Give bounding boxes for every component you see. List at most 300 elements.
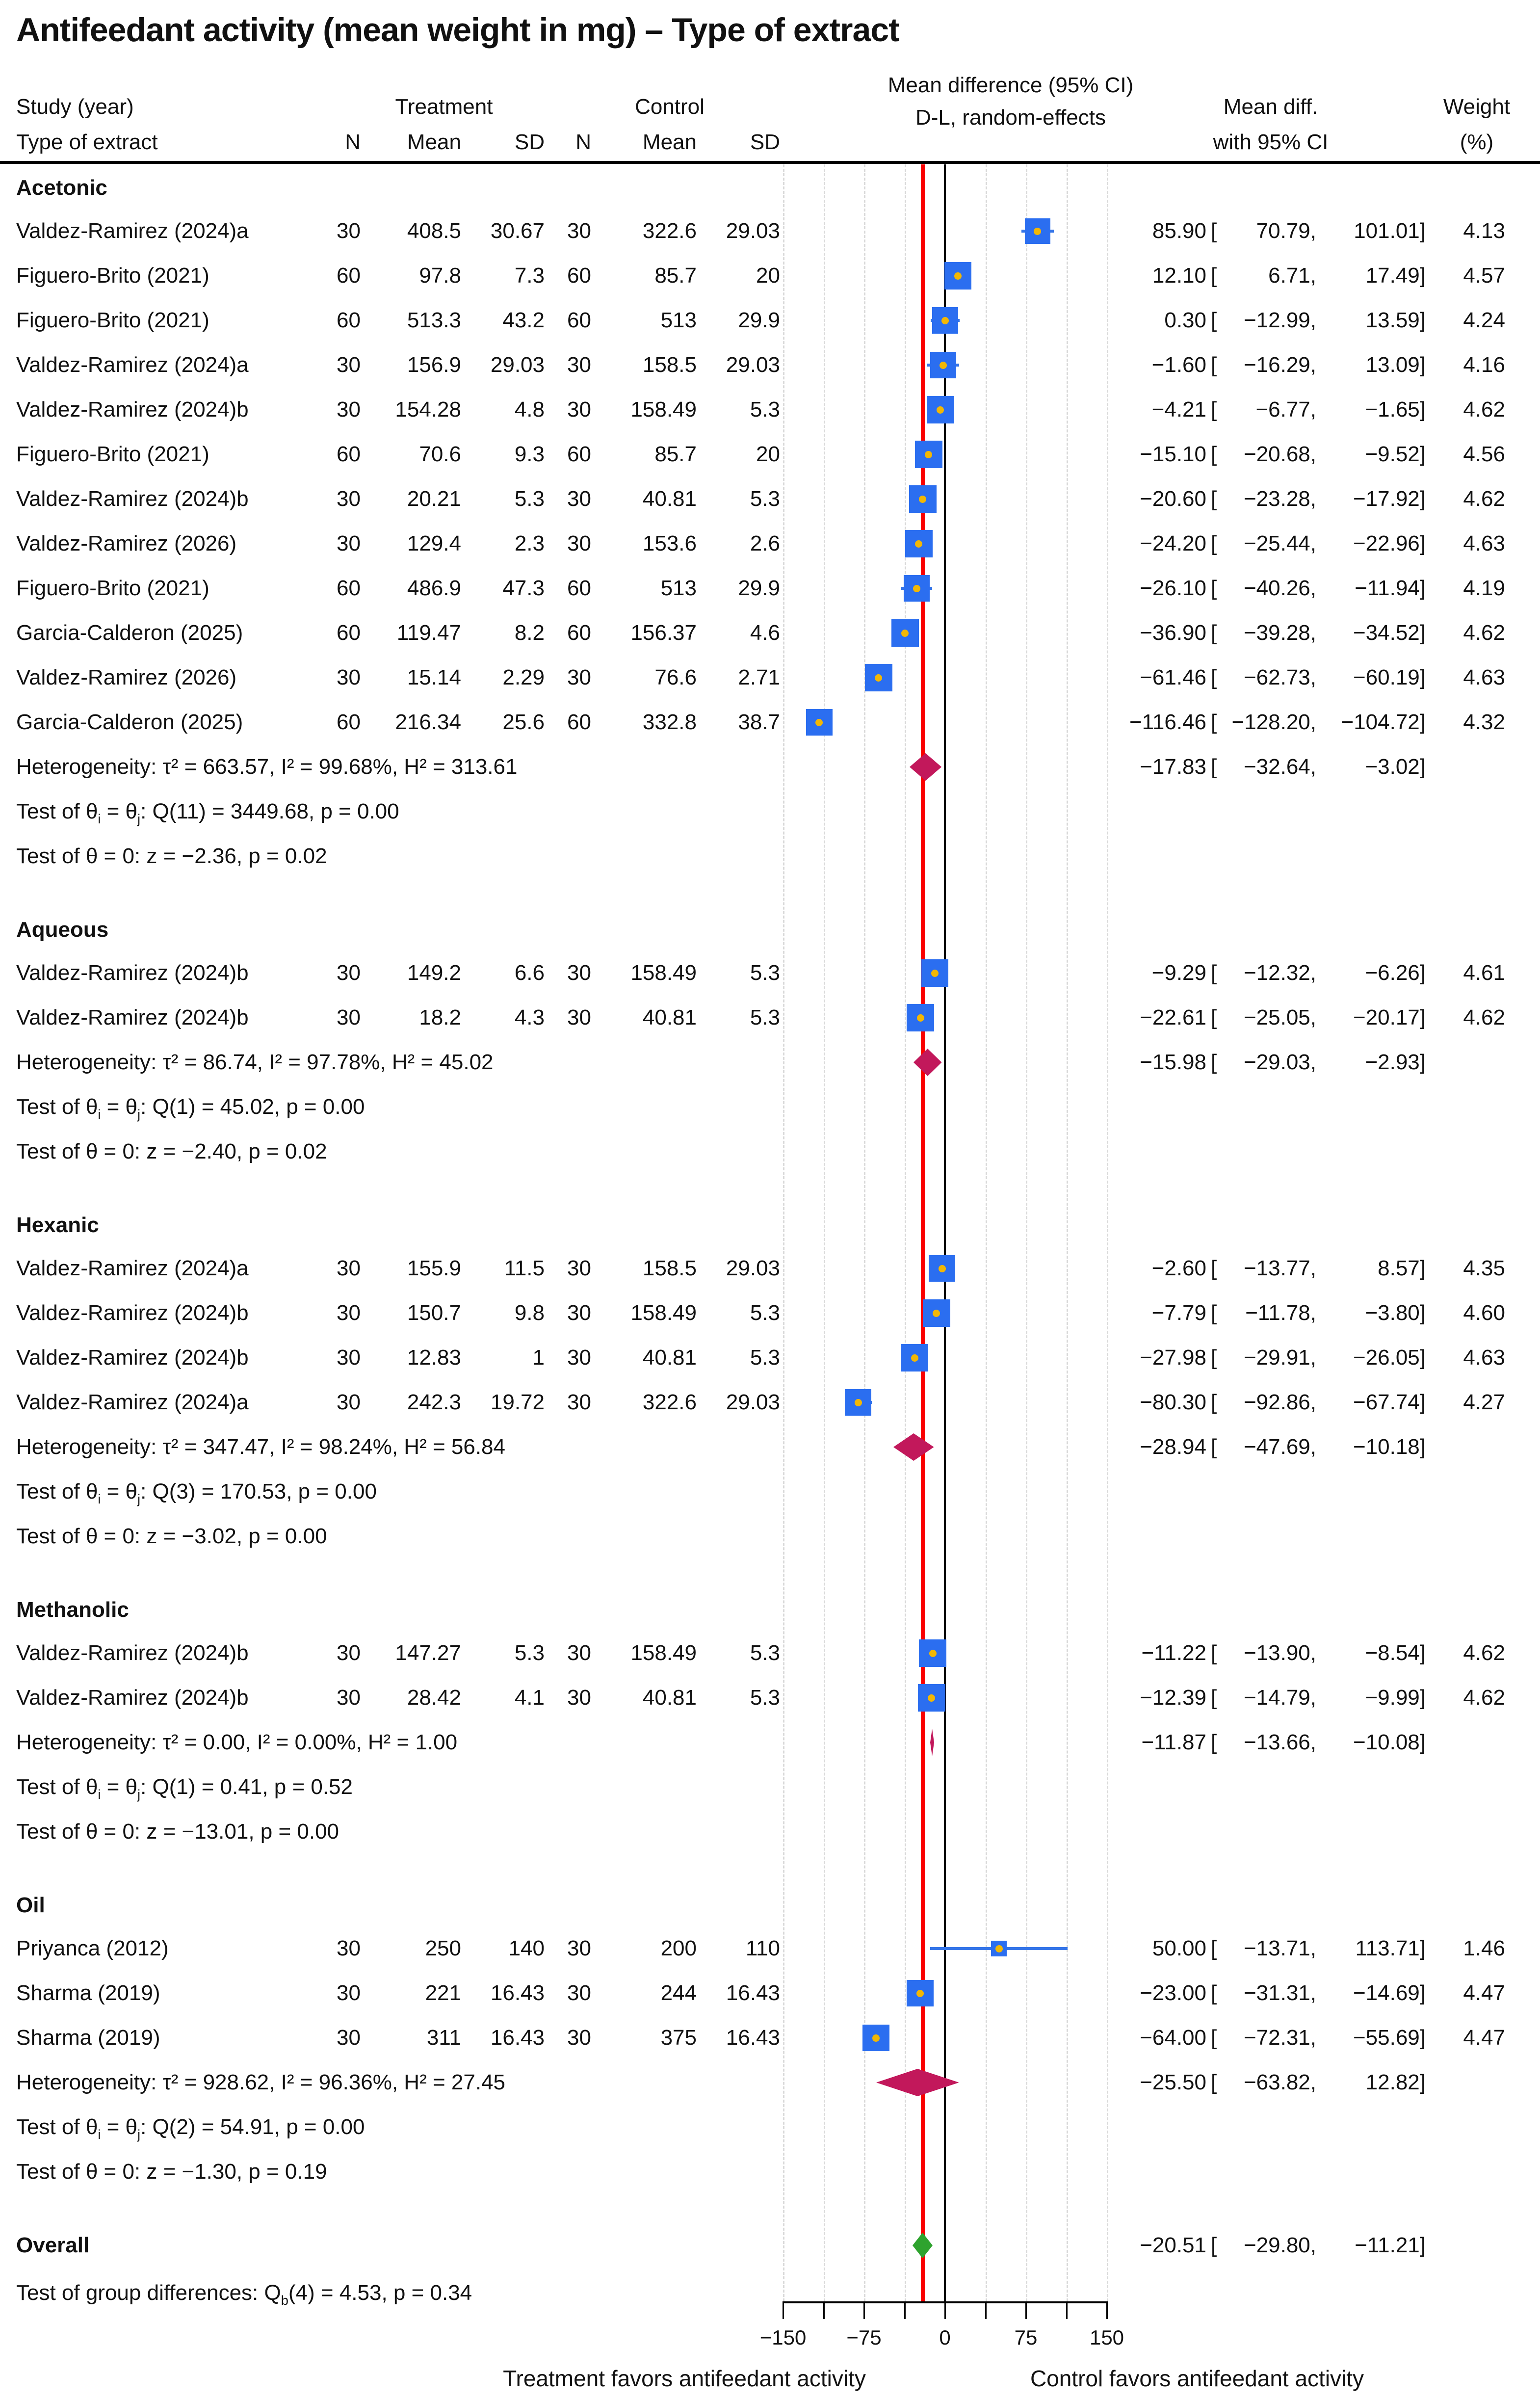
effect-bracket: [ [1211,2026,1217,2050]
weight-value: 4.63 [1463,665,1505,689]
effect-ci-lower: −63.82, [1243,2070,1316,2094]
effect-ci-upper: 12.82] [1365,2070,1426,2094]
treatment-mean: 149.2 [407,961,461,985]
control-sd: 5.3 [750,397,780,422]
zero-line [944,164,946,2301]
square-center-dot [933,1310,940,1317]
control-sd: 5.3 [750,1005,780,1029]
square-center-dot [915,540,922,548]
square-center-dot [815,719,823,726]
treatment-sd: 4.1 [514,1686,545,1710]
effect-estimate: −15.98 [1140,1050,1206,1074]
x-axis-tick [985,2301,987,2319]
control-n: 30 [567,1301,591,1325]
treatment-mean: 12.83 [407,1345,461,1370]
weight-value: 4.47 [1463,1981,1505,2005]
test-text: Test of θ = 0: z = −13.01, p = 0.00 [16,1820,339,1844]
test-text: Test of θ = 0: z = −2.36, p = 0.02 [16,844,327,868]
square-center-dot [875,674,882,682]
control-sd: 20 [756,264,780,288]
gridline [783,164,784,2301]
control-mean: 76.6 [654,665,697,689]
effect-bracket: [ [1211,2070,1217,2094]
test-text: Test of $\theta_i = \theta_j$: Q(3) = 170.53, p = 0.00 [16,1479,377,1506]
control-n: 60 [567,442,591,466]
square-center-dot [916,1990,924,1997]
heterogeneity-text: Heterogeneity: τ² = 663.57, I² = 99.68%, H² = 313.61 [16,755,518,779]
treatment-n: 30 [337,1345,361,1370]
x-axis-tick [823,2301,825,2319]
control-mean: 85.7 [654,264,697,288]
test-text: Test of $\theta_i = \theta_j$: Q(1) = 45.02, p = 0.00 [16,1095,365,1122]
study-label: Valdez-Ramirez (2026) [16,531,237,555]
study-label: Valdez-Ramirez (2024)a [16,1390,249,1414]
study-label: Figuero-Brito (2021) [16,264,209,288]
treatment-mean: 154.28 [395,397,461,422]
control-sd: 5.3 [750,1686,780,1710]
control-sd: 5.3 [750,1345,780,1370]
square-center-dot [939,1265,946,1272]
study-label: Figuero-Brito (2021) [16,308,209,332]
effect-ci-lower: −13.66, [1243,1730,1316,1754]
study-label: Valdez-Ramirez (2024)b [16,1686,249,1710]
effect-estimate: −27.98 [1140,1345,1206,1370]
treatment-sd: 16.43 [490,1981,545,2005]
favors-treatment-label: Treatment favors antifeedant activity [503,2366,866,2391]
effect-bracket: [ [1211,1390,1217,1414]
control-n: 30 [567,2026,591,2050]
effect-ci-upper: −6.26] [1365,961,1426,985]
effect-bracket: [ [1211,961,1217,985]
effect-bracket: [ [1211,1301,1217,1325]
effect-bracket: [ [1211,1686,1217,1710]
weight-value: 4.61 [1463,961,1505,985]
study-label: Valdez-Ramirez (2024)b [16,1345,249,1370]
pooled-diamond [893,1433,934,1463]
control-mean: 158.49 [630,961,697,985]
effect-bracket: [ [1211,1981,1217,2005]
effect-bracket: [ [1211,1435,1217,1459]
control-sd: 29.03 [726,1256,780,1280]
control-mean: 244 [660,1981,697,2005]
study-label: Figuero-Brito (2021) [16,576,209,600]
effect-ci-lower: −40.26, [1243,576,1316,600]
treatment-mean: 15.14 [407,665,461,689]
treatment-mean: 70.6 [419,442,461,466]
effect-bracket: [ [1211,576,1217,600]
treatment-mean: 216.34 [395,710,461,734]
effect-ci-upper: −10.08] [1353,1730,1426,1754]
header-effect-line2: D-L, random-effects [915,105,1106,130]
control-n: 60 [567,621,591,645]
group-label: Oil [16,1893,45,1917]
study-label: Valdez-Ramirez (2024)a [16,219,249,243]
effect-estimate: 50.00 [1152,1936,1206,1960]
pooled-diamond [913,2233,933,2261]
weight-value: 4.19 [1463,576,1505,600]
weight-value: 4.27 [1463,1390,1505,1414]
control-n: 30 [567,1390,591,1414]
weight-value: 4.47 [1463,2026,1505,2050]
control-mean: 158.49 [630,1301,697,1325]
treatment-sd: 19.72 [490,1390,545,1414]
effect-ci-upper: −22.96] [1353,531,1426,555]
effect-estimate: −11.87 [1141,1730,1206,1754]
effect-bracket: [ [1211,1050,1217,1074]
square-center-dot [941,317,949,324]
treatment-sd: 1 [532,1345,545,1370]
pooled-diamond [914,1049,941,1079]
group-label: Methanolic [16,1598,129,1622]
study-label: Valdez-Ramirez (2024)b [16,1005,249,1029]
effect-bracket: [ [1211,755,1217,779]
treatment-n: 60 [337,264,361,288]
treatment-sd: 6.6 [514,961,545,985]
weight-value: 4.62 [1463,621,1505,645]
square-center-dot [872,2034,880,2042]
header-study-year: Study (year) [16,95,134,119]
effect-ci-upper: −26.05] [1353,1345,1426,1370]
x-axis-tick [1025,2301,1027,2319]
effect-ci-lower: −32.64, [1243,755,1316,779]
effect-estimate: −64.00 [1140,2026,1206,2050]
effect-bracket: [ [1211,1005,1217,1029]
control-sd: 29.9 [738,308,780,332]
effect-ci-lower: −47.69, [1243,1435,1316,1459]
effect-ci-lower: −72.31, [1243,2026,1316,2050]
effect-ci-upper: −3.02] [1365,755,1426,779]
control-mean: 322.6 [642,219,697,243]
weight-value: 4.32 [1463,710,1505,734]
gridline [986,164,987,2301]
header-meandiff-line2: with 95% CI [1213,130,1329,154]
effect-bracket: [ [1211,531,1217,555]
square-center-dot [937,406,944,414]
group-differences-test-text: Test of group differences: $Q_b(4) = 4.53$, p = 0.34 [16,2281,472,2308]
treatment-n: 30 [337,353,361,377]
treatment-sd: 25.6 [502,710,545,734]
effect-estimate: −116.46 [1129,710,1206,734]
effect-ci-lower: −16.29, [1243,353,1316,377]
effect-ci-upper: −14.69] [1353,1981,1426,2005]
treatment-sd: 5.3 [514,487,545,511]
treatment-mean: 147.27 [395,1641,461,1665]
treatment-sd: 47.3 [502,576,545,600]
square-center-dot [919,496,926,503]
treatment-sd: 4.3 [514,1005,545,1029]
square-center-dot [911,1354,918,1362]
header-rule [0,161,1540,164]
treatment-n: 60 [337,576,361,600]
effect-ci-upper: 101.01] [1354,219,1426,243]
effect-ci-upper: −2.93] [1365,1050,1426,1074]
heterogeneity-text: Heterogeneity: τ² = 0.00, I² = 0.00%, H² = 1.00 [16,1730,458,1754]
control-sd: 5.3 [750,1641,780,1665]
control-sd: 4.6 [750,621,780,645]
effect-ci-lower: −25.44, [1243,531,1316,555]
control-n: 30 [567,397,591,422]
study-label: Valdez-Ramirez (2024)b [16,961,249,985]
effect-ci-lower: −13.71, [1243,1936,1316,1960]
control-sd: 5.3 [750,961,780,985]
header-effect-line1: Mean difference (95% CI) [887,73,1134,97]
control-mean: 156.37 [630,621,697,645]
control-n: 60 [567,576,591,600]
treatment-sd: 2.29 [502,665,545,689]
control-n: 30 [567,1641,591,1665]
treatment-sd: 9.8 [514,1301,545,1325]
treatment-n: 30 [337,2026,361,2050]
effect-bracket: [ [1211,264,1217,288]
control-mean: 332.8 [642,710,697,734]
x-axis-tick [863,2301,865,2319]
control-mean: 322.6 [642,1390,697,1414]
x-axis-tick [1066,2301,1068,2319]
square-center-dot [913,585,920,592]
effect-estimate: −26.10 [1140,576,1206,600]
control-n: 30 [567,1345,591,1370]
control-n: 30 [567,961,591,985]
effect-ci-lower: −29.03, [1243,1050,1316,1074]
treatment-n: 30 [337,531,361,555]
square-center-dot [901,630,909,637]
study-label: Valdez-Ramirez (2024)a [16,353,249,377]
control-sd: 29.03 [726,219,780,243]
treatment-mean: 311 [426,2026,461,2050]
heterogeneity-text: Heterogeneity: τ² = 928.62, I² = 96.36%, H² = 27.45 [16,2070,505,2094]
treatment-mean: 242.3 [407,1390,461,1414]
header-treatment: Treatment [395,95,493,119]
effect-estimate: −20.51 [1140,2233,1206,2257]
treatment-mean: 513.3 [407,308,461,332]
effect-ci-lower: −31.31, [1243,1981,1316,2005]
header-mean-treatment: Mean [407,130,461,154]
treatment-sd: 7.3 [514,264,545,288]
weight-value: 4.62 [1463,487,1505,511]
treatment-mean: 155.9 [407,1256,461,1280]
square-center-dot [925,451,932,458]
effect-estimate: −80.30 [1140,1390,1206,1414]
favors-control-label: Control favors antifeedant activity [1030,2366,1364,2391]
control-n: 30 [567,1005,591,1029]
control-mean: 158.49 [630,397,697,422]
control-mean: 200 [660,1936,697,1960]
effect-ci-upper: 113.71] [1355,1936,1426,1960]
control-n: 60 [567,308,591,332]
effect-bracket: [ [1211,1641,1217,1665]
effect-ci-upper: −67.74] [1353,1390,1426,1414]
effect-ci-upper: 8.57] [1378,1256,1426,1280]
effect-bracket: [ [1211,219,1217,243]
treatment-n: 30 [337,219,361,243]
effect-ci-lower: −14.79, [1243,1686,1316,1710]
header-weight-line2: (%) [1460,130,1494,154]
control-sd: 29.03 [726,353,780,377]
effect-ci-upper: −34.52] [1353,621,1426,645]
treatment-sd: 8.2 [514,621,545,645]
study-label: Valdez-Ramirez (2024)b [16,1301,249,1325]
square-center-dot [940,362,947,369]
control-sd: 2.71 [738,665,780,689]
effect-estimate: −23.00 [1140,1981,1206,2005]
effect-ci-lower: −128.20, [1231,710,1316,734]
study-label: Garcia-Calderon (2025) [16,621,243,645]
control-n: 30 [567,353,591,377]
treatment-sd: 140 [508,1936,545,1960]
effect-ci-upper: −1.65] [1365,397,1426,422]
weight-value: 4.13 [1463,219,1505,243]
square-center-dot [917,1014,924,1022]
header-meandiff-line1: Mean diff. [1223,95,1318,119]
treatment-mean: 250 [425,1936,461,1960]
effect-bracket: [ [1211,308,1217,332]
treatment-mean: 150.7 [407,1301,461,1325]
control-sd: 5.3 [750,487,780,511]
effect-bracket: [ [1211,1936,1217,1960]
effect-ci-upper: −11.94] [1355,576,1426,600]
effect-bracket: [ [1211,1730,1217,1754]
treatment-mean: 486.9 [407,576,461,600]
effect-ci-upper: −104.72] [1341,710,1426,734]
study-label: Valdez-Ramirez (2024)b [16,487,249,511]
study-label: Figuero-Brito (2021) [16,442,209,466]
square-center-dot [855,1399,862,1406]
effect-bracket: [ [1211,1256,1217,1280]
header-sd-control: SD [750,130,780,154]
treatment-sd: 30.67 [490,219,545,243]
effect-bracket: [ [1211,621,1217,645]
test-text: Test of $\theta_i = \theta_j$: Q(2) = 54.91, p = 0.00 [16,2115,365,2142]
effect-ci-lower: −23.28, [1243,487,1316,511]
effect-bracket: [ [1211,710,1217,734]
effect-ci-upper: −60.19] [1353,665,1426,689]
effect-bracket: [ [1211,2233,1217,2257]
treatment-sd: 16.43 [490,2026,545,2050]
control-mean: 40.81 [642,1005,697,1029]
control-mean: 158.49 [630,1641,697,1665]
effect-estimate: −12.39 [1140,1686,1206,1710]
effect-ci-lower: −12.99, [1243,308,1316,332]
effect-estimate: −61.46 [1140,665,1206,689]
pooled-diamond [930,1729,934,1759]
effect-ci-lower: −6.77, [1255,397,1316,422]
effect-estimate: 0.30 [1164,308,1206,332]
test-text: Test of $\theta_i = \theta_j$: Q(11) = 3449.68, p = 0.00 [16,799,399,826]
gridline [905,164,906,2301]
effect-ci-lower: −11.78, [1245,1301,1316,1325]
treatment-n: 60 [337,710,361,734]
x-axis-tick [904,2301,906,2319]
effect-estimate: 12.10 [1152,264,1206,288]
effect-ci-upper: −55.69] [1353,2026,1426,2050]
effect-ci-lower: −25.05, [1243,1005,1316,1029]
control-n: 30 [567,487,591,511]
treatment-mean: 129.4 [407,531,461,555]
effect-ci-upper: 13.59] [1365,308,1426,332]
x-axis-tick-label: −150 [759,2326,807,2349]
effect-estimate: −22.61 [1140,1005,1206,1029]
control-n: 30 [567,531,591,555]
study-label: Valdez-Ramirez (2026) [16,665,237,689]
treatment-sd: 43.2 [502,308,545,332]
effect-ci-lower: 70.79, [1256,219,1316,243]
effect-ci-lower: −39.28, [1243,621,1316,645]
treatment-n: 30 [337,961,361,985]
test-text: Test of θ = 0: z = −2.40, p = 0.02 [16,1139,327,1163]
effect-estimate: −25.50 [1140,2070,1206,2094]
treatment-n: 60 [337,308,361,332]
effect-estimate: −1.60 [1151,353,1206,377]
x-axis-tick-label: −75 [846,2326,882,2349]
treatment-sd: 5.3 [514,1641,545,1665]
control-sd: 2.6 [750,531,780,555]
control-mean: 40.81 [642,1686,697,1710]
square-center-dot [954,272,962,280]
effect-estimate: −24.20 [1140,531,1206,555]
effect-bracket: [ [1211,442,1217,466]
treatment-n: 30 [337,1390,361,1414]
x-axis-tick [783,2301,784,2319]
header-type-of-extract: Type of extract [16,130,158,154]
square-center-dot [928,1694,935,1702]
pooled-diamond [910,753,941,783]
study-label: Sharma (2019) [16,2026,160,2050]
effect-estimate: −9.29 [1151,961,1206,985]
effect-ci-lower: −13.77, [1243,1256,1316,1280]
treatment-sd: 4.8 [514,397,545,422]
square-center-dot [929,1650,937,1657]
effect-ci-upper: −9.99] [1365,1686,1426,1710]
test-text: Test of $\theta_i = \theta_j$: Q(1) = 0.41, p = 0.52 [16,1775,353,1802]
header-sd-treatment: SD [514,130,545,154]
gridline [864,164,865,2301]
control-sd: 20 [756,442,780,466]
treatment-n: 60 [337,442,361,466]
weight-value: 4.63 [1463,531,1505,555]
control-sd: 38.7 [738,710,780,734]
effect-estimate: −7.79 [1151,1301,1206,1325]
control-n: 30 [567,1686,591,1710]
control-mean: 85.7 [654,442,697,466]
header-control: Control [635,95,705,119]
pooled-diamond [876,2069,959,2099]
control-mean: 40.81 [642,487,697,511]
treatment-mean: 119.47 [396,621,461,645]
group-label: Hexanic [16,1213,99,1237]
effect-bracket: [ [1211,397,1217,422]
treatment-mean: 28.42 [407,1686,461,1710]
page-title: Antifeedant activity (mean weight in mg) – Type of extract [16,11,899,49]
effect-ci-lower: −12.32, [1243,961,1316,985]
treatment-mean: 97.8 [419,264,461,288]
control-mean: 513 [660,308,697,332]
treatment-n: 30 [337,1981,361,2005]
treatment-n: 30 [337,1641,361,1665]
effect-ci-upper: −11.21] [1355,2233,1426,2257]
treatment-sd: 29.03 [490,353,545,377]
x-axis-tick [1106,2301,1108,2319]
control-sd: 29.03 [726,1390,780,1414]
control-n: 30 [567,1981,591,2005]
effect-bracket: [ [1211,487,1217,511]
test-text: Test of θ = 0: z = −3.02, p = 0.00 [16,1524,327,1548]
weight-value: 4.62 [1463,1005,1505,1029]
treatment-mean: 408.5 [407,219,461,243]
control-mean: 158.5 [642,1256,697,1280]
header-n-treatment: N [345,130,361,154]
treatment-sd: 11.5 [504,1256,545,1280]
control-n: 60 [567,710,591,734]
